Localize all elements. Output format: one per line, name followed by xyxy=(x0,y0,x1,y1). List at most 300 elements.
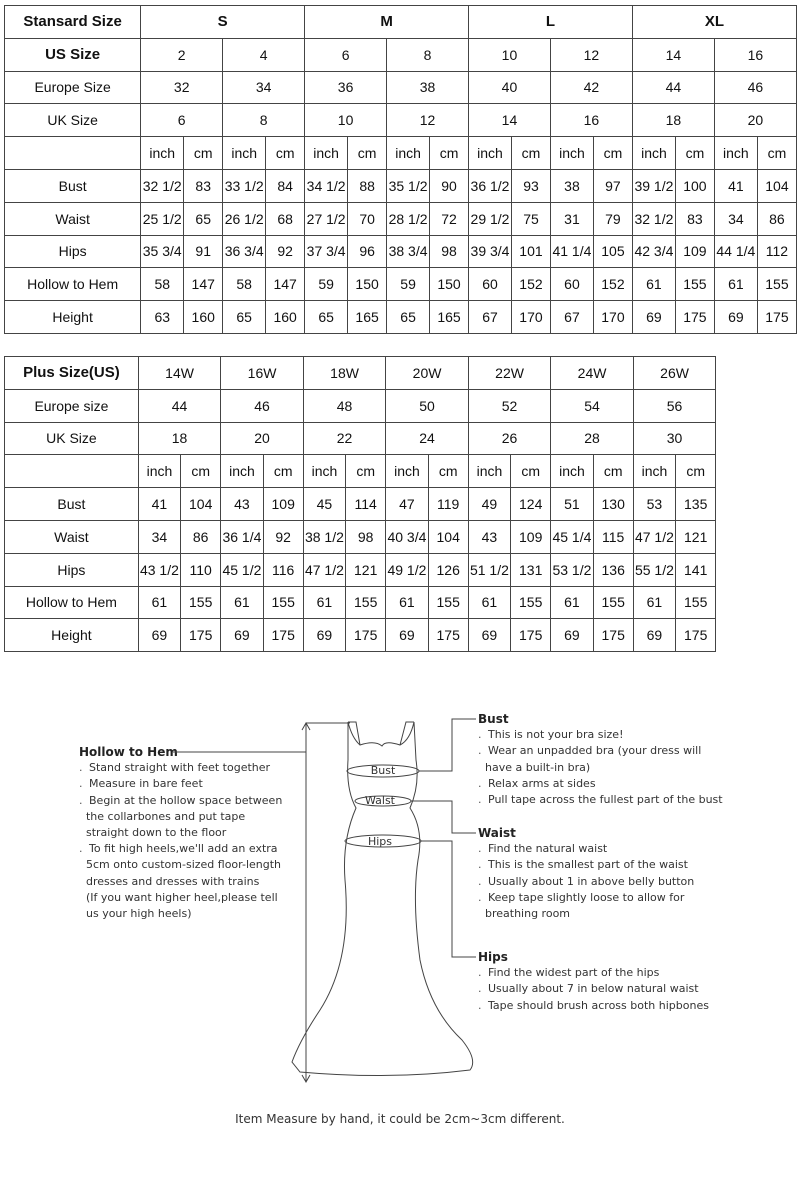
row-label: Plus Size(US) xyxy=(5,357,139,390)
measurement-value: 69 xyxy=(386,619,428,652)
measurement-value: 65 xyxy=(223,301,266,334)
measurement-value: 41 xyxy=(714,169,757,202)
measurement-value: 135 xyxy=(676,488,716,521)
size-value: 8 xyxy=(387,38,469,71)
measurement-value: 60 xyxy=(550,268,593,301)
row-label: UK Size xyxy=(5,104,141,137)
unit-label: inch xyxy=(386,455,428,488)
row-label: Height xyxy=(5,619,139,652)
size-group-header: XL xyxy=(632,6,796,39)
unit-label: inch xyxy=(138,455,180,488)
size-value: 38 xyxy=(387,71,469,104)
measurement-value: 170 xyxy=(512,301,551,334)
row-label xyxy=(5,137,141,170)
hips-leader xyxy=(421,841,476,957)
measurement-value: 101 xyxy=(512,235,551,268)
unit-label: cm xyxy=(346,455,386,488)
measurement-value: 38 3/4 xyxy=(387,235,430,268)
guide-item: . Wear an unpadded bra (your dress will have a built-in bra) xyxy=(478,743,778,775)
size-value: 18 xyxy=(138,422,221,455)
size-value: 40 xyxy=(469,71,551,104)
measure-note: Item Measure by hand, it could be 2cm~3cm different. xyxy=(235,1112,565,1126)
unit-label: cm xyxy=(181,455,221,488)
size-value: 24W xyxy=(551,357,634,390)
measurement-value: 130 xyxy=(593,488,633,521)
measurement-value: 26 1/2 xyxy=(223,202,266,235)
measurement-value: 32 1/2 xyxy=(632,202,675,235)
unit-label: cm xyxy=(511,455,551,488)
measurement-value: 155 xyxy=(675,268,714,301)
measurement-value: 38 1/2 xyxy=(303,520,345,553)
size-value: 12 xyxy=(550,38,632,71)
size-value: 50 xyxy=(386,389,469,422)
guide-item: . Usually about 1 in above belly button xyxy=(478,874,778,890)
measurement-value: 61 xyxy=(221,586,263,619)
empty-cell xyxy=(716,455,797,488)
measurement-value: 92 xyxy=(266,235,305,268)
guide-item: . Measure in bare feet xyxy=(79,776,309,792)
measurement-value: 131 xyxy=(511,553,551,586)
measurement-value: 96 xyxy=(348,235,387,268)
measurement-value: 65 xyxy=(305,301,348,334)
size-value: 18 xyxy=(632,104,714,137)
measurement-value: 141 xyxy=(676,553,716,586)
empty-cell xyxy=(716,389,797,422)
measurement-value: 175 xyxy=(263,619,303,652)
measurement-value: 59 xyxy=(387,268,430,301)
measurement-value: 155 xyxy=(676,586,716,619)
measurement-value: 39 1/2 xyxy=(632,169,675,202)
measurement-value: 67 xyxy=(550,301,593,334)
measurement-value: 155 xyxy=(263,586,303,619)
measurement-value: 121 xyxy=(676,520,716,553)
size-value: 46 xyxy=(714,71,796,104)
unit-label: inch xyxy=(141,137,184,170)
size-value: 20W xyxy=(386,357,469,390)
measurement-row xyxy=(5,520,797,553)
guide-item: . This is the smallest part of the waist xyxy=(478,857,778,873)
row-label: Bust xyxy=(5,169,141,202)
empty-cell xyxy=(716,586,797,619)
measurement-row xyxy=(5,619,797,652)
measurement-value: 114 xyxy=(346,488,386,521)
waist-leader xyxy=(411,801,476,833)
guide-item: . Tape should brush across both hipbones xyxy=(478,998,778,1014)
measurement-value: 109 xyxy=(511,520,551,553)
empty-cell xyxy=(716,357,797,390)
row-label: Waist xyxy=(5,202,141,235)
measurement-value: 175 xyxy=(676,619,716,652)
size-value: 12 xyxy=(387,104,469,137)
row-label: Hips xyxy=(5,235,141,268)
measurement-value: 79 xyxy=(593,202,632,235)
measurement-value: 75 xyxy=(512,202,551,235)
measurement-value: 84 xyxy=(266,169,305,202)
measurement-value: 155 xyxy=(511,586,551,619)
guide-item: . Pull tape across the fullest part of the bust xyxy=(478,792,778,808)
measurement-value: 175 xyxy=(181,619,221,652)
measurement-value: 61 xyxy=(386,586,428,619)
plus-uk-size-row xyxy=(5,422,797,455)
unit-label: cm xyxy=(676,455,716,488)
measurement-value: 61 xyxy=(303,586,345,619)
units-row xyxy=(5,455,797,488)
measurement-value: 45 1/4 xyxy=(551,520,593,553)
measurement-value: 38 xyxy=(550,169,593,202)
unit-label: inch xyxy=(550,137,593,170)
unit-label: cm xyxy=(348,137,387,170)
europe-size-row xyxy=(5,71,797,104)
measurement-value: 98 xyxy=(430,235,469,268)
unit-label: cm xyxy=(512,137,551,170)
size-value: 16 xyxy=(550,104,632,137)
measurement-value: 61 xyxy=(633,586,675,619)
size-value: 10 xyxy=(305,104,387,137)
measurement-value: 36 1/4 xyxy=(221,520,263,553)
size-value: 28 xyxy=(551,422,634,455)
measurement-value: 59 xyxy=(305,268,348,301)
size-value: 6 xyxy=(141,104,223,137)
size-value: 20 xyxy=(714,104,796,137)
size-value: 32 xyxy=(141,71,223,104)
measurement-value: 34 xyxy=(138,520,180,553)
unit-label: inch xyxy=(221,455,263,488)
measurement-value: 155 xyxy=(181,586,221,619)
measurement-value: 70 xyxy=(348,202,387,235)
measurement-value: 69 xyxy=(468,619,510,652)
measurement-value: 69 xyxy=(551,619,593,652)
measurement-value: 109 xyxy=(263,488,303,521)
right-strap xyxy=(400,722,414,745)
measurement-value: 104 xyxy=(428,520,468,553)
measurement-value: 110 xyxy=(181,553,221,586)
measurement-row xyxy=(5,235,797,268)
measurement-value: 69 xyxy=(633,619,675,652)
measurement-value: 27 1/2 xyxy=(305,202,348,235)
measurement-value: 69 xyxy=(632,301,675,334)
size-value: 56 xyxy=(633,389,716,422)
guide-item: . Keep tape slightly loose to allow for breathing room xyxy=(478,890,778,922)
row-label: Waist xyxy=(5,520,139,553)
row-label: UK Size xyxy=(5,422,139,455)
unit-label: inch xyxy=(551,455,593,488)
measurement-value: 53 1/2 xyxy=(551,553,593,586)
measurement-value: 165 xyxy=(348,301,387,334)
guide-item: . Usually about 7 in below natural waist xyxy=(478,981,778,997)
measurement-value: 104 xyxy=(181,488,221,521)
size-value: 26 xyxy=(468,422,551,455)
measurement-value: 44 1/4 xyxy=(714,235,757,268)
size-value: 24 xyxy=(386,422,469,455)
measurement-value: 69 xyxy=(714,301,757,334)
uk-size-row xyxy=(5,104,797,137)
measurement-value: 98 xyxy=(346,520,386,553)
empty-cell xyxy=(716,488,797,521)
measurement-value: 63 xyxy=(141,301,184,334)
dress-label-hips: Hips xyxy=(367,835,393,848)
row-label: Hips xyxy=(5,553,139,586)
measurement-value: 147 xyxy=(266,268,305,301)
measurement-value: 90 xyxy=(430,169,469,202)
measurement-value: 152 xyxy=(512,268,551,301)
measurement-value: 47 xyxy=(386,488,428,521)
measurement-value: 45 1/2 xyxy=(221,553,263,586)
units-row xyxy=(5,137,797,170)
measurement-value: 72 xyxy=(430,202,469,235)
unit-label: cm xyxy=(428,455,468,488)
guide-item: . Relax arms at sides xyxy=(478,776,778,792)
size-value: 22W xyxy=(468,357,551,390)
measurement-value: 28 1/2 xyxy=(387,202,430,235)
measurement-value: 43 xyxy=(468,520,510,553)
measurement-value: 175 xyxy=(675,301,714,334)
plus-us-size-row xyxy=(5,357,797,390)
measurement-row xyxy=(5,169,797,202)
measurement-value: 155 xyxy=(757,268,796,301)
measurement-row xyxy=(5,202,797,235)
measurement-value: 41 1/4 xyxy=(550,235,593,268)
measurement-row xyxy=(5,586,797,619)
size-value: 2 xyxy=(141,38,223,71)
measurement-value: 33 1/2 xyxy=(223,169,266,202)
measurement-value: 51 1/2 xyxy=(468,553,510,586)
size-value: 52 xyxy=(468,389,551,422)
size-value: 10 xyxy=(469,38,551,71)
unit-label: cm xyxy=(593,455,633,488)
measurement-value: 175 xyxy=(757,301,796,334)
measurement-value: 112 xyxy=(757,235,796,268)
measurement-value: 152 xyxy=(593,268,632,301)
guide-item: . Find the natural waist xyxy=(478,841,778,857)
measurement-value: 126 xyxy=(428,553,468,586)
measurement-value: 37 3/4 xyxy=(305,235,348,268)
size-group-header: L xyxy=(469,6,633,39)
measurement-value: 61 xyxy=(714,268,757,301)
measurement-value: 67 xyxy=(469,301,512,334)
unit-label: cm xyxy=(184,137,223,170)
size-value: 22 xyxy=(303,422,386,455)
measurement-value: 61 xyxy=(551,586,593,619)
unit-label: cm xyxy=(675,137,714,170)
measurement-value: 86 xyxy=(181,520,221,553)
size-value: 34 xyxy=(223,71,305,104)
measurement-value: 119 xyxy=(428,488,468,521)
measurement-value: 150 xyxy=(348,268,387,301)
unit-label: inch xyxy=(223,137,266,170)
row-label: Hollow to Hem xyxy=(5,268,141,301)
empty-cell xyxy=(716,553,797,586)
measurement-value: 55 1/2 xyxy=(633,553,675,586)
measurement-value: 68 xyxy=(266,202,305,235)
measurement-value: 53 xyxy=(633,488,675,521)
row-label: Height xyxy=(5,301,141,334)
measurement-value: 69 xyxy=(138,619,180,652)
size-value: 46 xyxy=(221,389,304,422)
row-label: US Size xyxy=(5,38,141,71)
measurement-value: 35 3/4 xyxy=(141,235,184,268)
unit-label: inch xyxy=(305,137,348,170)
size-value: 8 xyxy=(223,104,305,137)
plus-europe-size-row xyxy=(5,389,797,422)
size-value: 16W xyxy=(221,357,304,390)
measurement-value: 58 xyxy=(223,268,266,301)
size-value: 44 xyxy=(138,389,221,422)
size-value: 30 xyxy=(633,422,716,455)
measurement-value: 165 xyxy=(430,301,469,334)
size-value: 14 xyxy=(632,38,714,71)
unit-label: inch xyxy=(468,455,510,488)
measurement-value: 43 xyxy=(221,488,263,521)
guide-title: Hollow to Hem xyxy=(79,745,178,759)
size-value: 6 xyxy=(305,38,387,71)
measurement-value: 155 xyxy=(593,586,633,619)
plus-size-table xyxy=(4,356,797,652)
row-label: Bust xyxy=(5,488,139,521)
measurement-value: 69 xyxy=(221,619,263,652)
unit-label: cm xyxy=(263,455,303,488)
size-value: 4 xyxy=(223,38,305,71)
standard-size-table xyxy=(4,5,797,334)
measurement-value: 35 1/2 xyxy=(387,169,430,202)
empty-cell xyxy=(716,422,797,455)
measurement-value: 49 1/2 xyxy=(386,553,428,586)
dress-measurement-diagram xyxy=(0,690,800,1100)
size-value: 26W xyxy=(633,357,716,390)
measurement-value: 155 xyxy=(428,586,468,619)
measurement-value: 58 xyxy=(141,268,184,301)
size-value: 20 xyxy=(221,422,304,455)
empty-cell xyxy=(716,619,797,652)
measurement-value: 34 xyxy=(714,202,757,235)
size-value: 14W xyxy=(138,357,221,390)
size-group-header: S xyxy=(141,6,305,39)
measurement-row xyxy=(5,268,797,301)
measurement-value: 115 xyxy=(593,520,633,553)
measurement-value: 36 3/4 xyxy=(223,235,266,268)
measurement-value: 36 1/2 xyxy=(469,169,512,202)
size-value: 18W xyxy=(303,357,386,390)
measurement-value: 150 xyxy=(430,268,469,301)
measurement-value: 61 xyxy=(138,586,180,619)
size-value: 44 xyxy=(632,71,714,104)
size-group-header: M xyxy=(305,6,469,39)
measurement-value: 49 xyxy=(468,488,510,521)
measurement-value: 100 xyxy=(675,169,714,202)
measurement-row xyxy=(5,553,797,586)
measurement-value: 83 xyxy=(675,202,714,235)
guide-title: Waist xyxy=(478,826,516,840)
guide-item: . Stand straight with feet together xyxy=(79,760,309,776)
measurement-value: 32 1/2 xyxy=(141,169,184,202)
measurement-value: 61 xyxy=(632,268,675,301)
row-label xyxy=(5,455,139,488)
row-label: Europe Size xyxy=(5,71,141,104)
measurement-value: 45 xyxy=(303,488,345,521)
measurement-value: 65 xyxy=(184,202,223,235)
unit-label: cm xyxy=(593,137,632,170)
size-value: 54 xyxy=(551,389,634,422)
measurement-value: 40 3/4 xyxy=(386,520,428,553)
measurement-value: 175 xyxy=(593,619,633,652)
measurement-value: 93 xyxy=(512,169,551,202)
measurement-value: 160 xyxy=(184,301,223,334)
measurement-value: 175 xyxy=(511,619,551,652)
row-label: Europe size xyxy=(5,389,139,422)
measurement-value: 83 xyxy=(184,169,223,202)
size-value: 36 xyxy=(305,71,387,104)
unit-label: inch xyxy=(632,137,675,170)
row-label: Hollow to Hem xyxy=(5,586,139,619)
measurement-value: 105 xyxy=(593,235,632,268)
measurement-value: 92 xyxy=(263,520,303,553)
measurement-value: 170 xyxy=(593,301,632,334)
measurement-value: 124 xyxy=(511,488,551,521)
measurement-value: 136 xyxy=(593,553,633,586)
size-value: 14 xyxy=(469,104,551,137)
measurement-value: 91 xyxy=(184,235,223,268)
guide-item: . To fit high heels,we'll add an extra 5cm onto custom-sized floor-length dresses and dresses with trains (If you want higher heel,please tell us your high heels) xyxy=(79,841,309,922)
measurement-value: 109 xyxy=(675,235,714,268)
size-value: 42 xyxy=(550,71,632,104)
measurement-value: 116 xyxy=(263,553,303,586)
measurement-value: 42 3/4 xyxy=(632,235,675,268)
left-strap xyxy=(348,722,360,745)
measurement-value: 104 xyxy=(757,169,796,202)
empty-cell xyxy=(716,520,797,553)
bust-leader xyxy=(419,719,476,771)
measurement-value: 41 xyxy=(138,488,180,521)
unit-label: cm xyxy=(430,137,469,170)
unit-label: inch xyxy=(633,455,675,488)
measurement-value: 147 xyxy=(184,268,223,301)
measurement-value: 155 xyxy=(346,586,386,619)
measurement-value: 31 xyxy=(550,202,593,235)
unit-label: cm xyxy=(757,137,796,170)
unit-label: inch xyxy=(714,137,757,170)
measurement-row xyxy=(5,488,797,521)
measurement-value: 69 xyxy=(303,619,345,652)
measurement-value: 43 1/2 xyxy=(138,553,180,586)
guide-title: Bust xyxy=(478,712,509,726)
unit-label: inch xyxy=(303,455,345,488)
measurement-value: 61 xyxy=(468,586,510,619)
measurement-value: 51 xyxy=(551,488,593,521)
measurement-value: 29 1/2 xyxy=(469,202,512,235)
measurement-value: 88 xyxy=(348,169,387,202)
guide-item: . This is not your bra size! xyxy=(478,727,778,743)
guide-title: Hips xyxy=(478,950,508,964)
measurement-value: 175 xyxy=(346,619,386,652)
size-value: 48 xyxy=(303,389,386,422)
measurement-row xyxy=(5,301,797,334)
dress-label-waist: Walst xyxy=(364,794,396,807)
size-value: 16 xyxy=(714,38,796,71)
unit-label: inch xyxy=(469,137,512,170)
measurement-value: 97 xyxy=(593,169,632,202)
measurement-value: 160 xyxy=(266,301,305,334)
measurement-value: 34 1/2 xyxy=(305,169,348,202)
us-size-row xyxy=(5,38,797,71)
unit-label: cm xyxy=(266,137,305,170)
measurement-value: 25 1/2 xyxy=(141,202,184,235)
measurement-value: 60 xyxy=(469,268,512,301)
unit-label: inch xyxy=(387,137,430,170)
dress-label-bust: Bust xyxy=(370,764,396,777)
guide-item: . Begin at the hollow space between the collarbones and put tape straight down to the floor xyxy=(79,793,309,842)
measurement-value: 39 3/4 xyxy=(469,235,512,268)
measurement-value: 121 xyxy=(346,553,386,586)
guide-item: . Find the widest part of the hips xyxy=(478,965,778,981)
